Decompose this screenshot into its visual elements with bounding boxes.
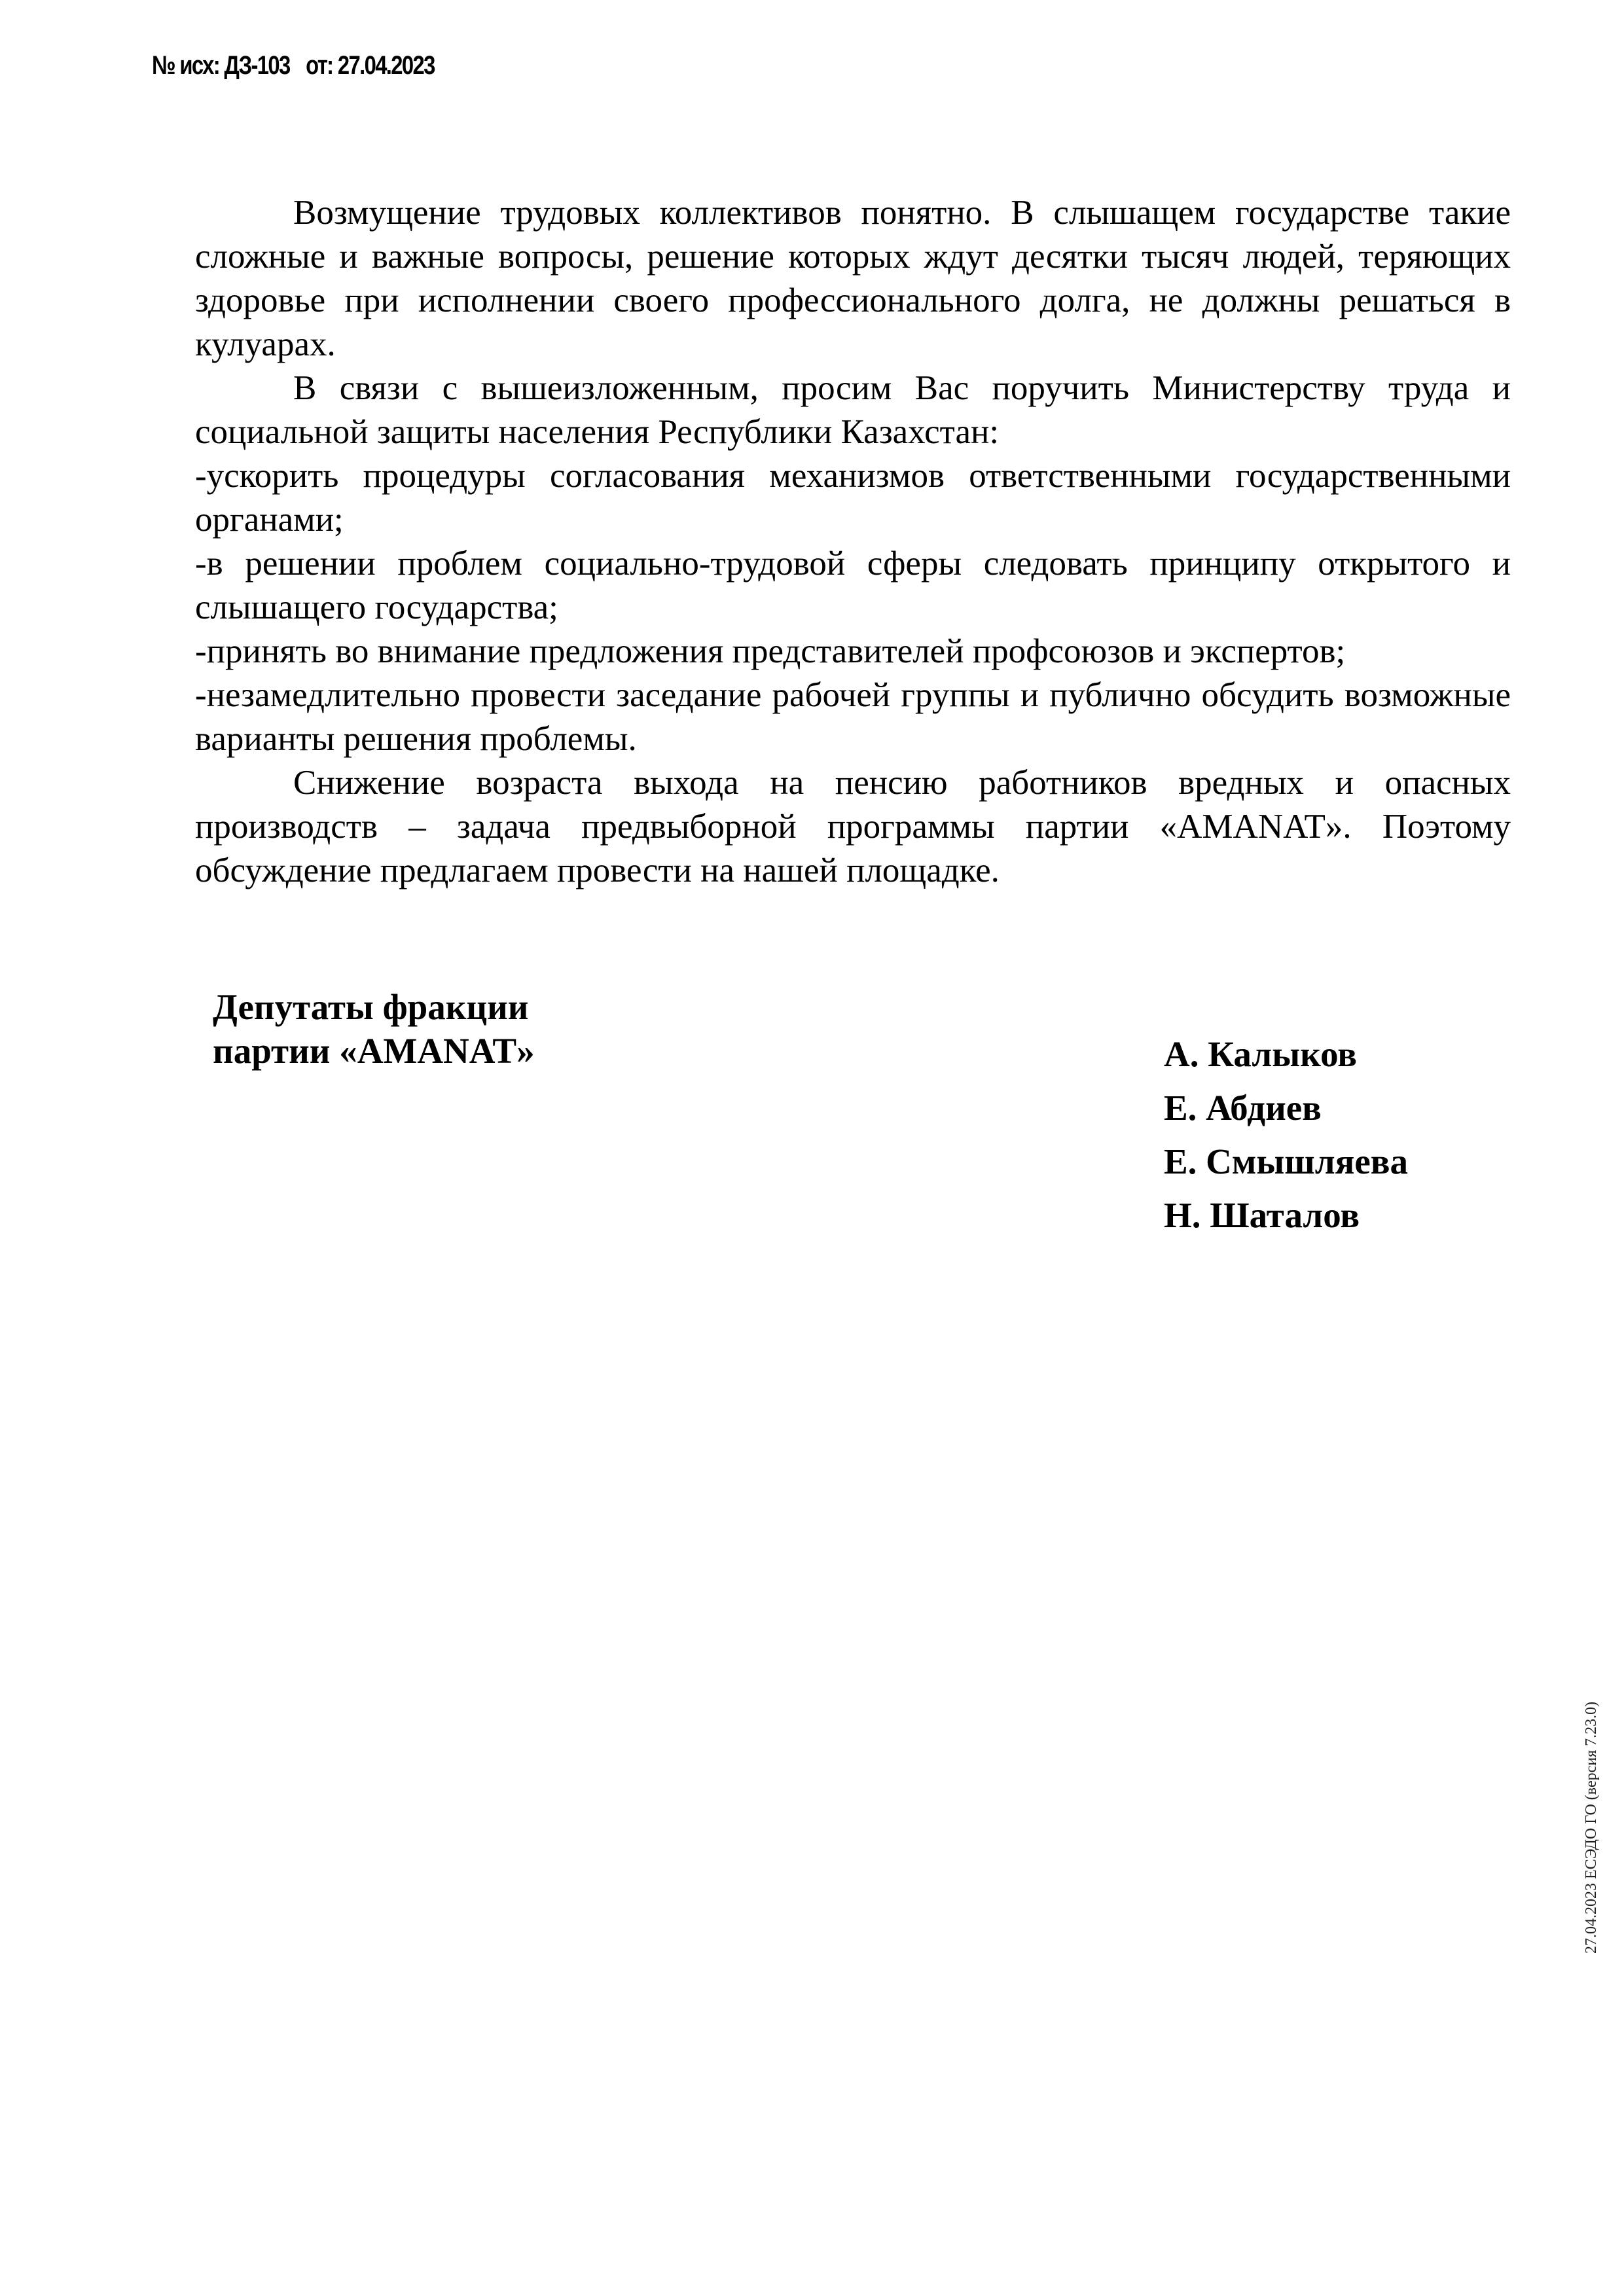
paragraph-2: В связи с вышеизложенным, просим Вас поручить Министерству труда и социальной защиты населения Республики Казахстан: bbox=[195, 369, 1511, 451]
paragraph-1: Возмущение трудовых коллективов понятно. В слышащем государстве такие сложные и важные вопросы, решение которых ждут десятки тысяч людей, теряющих здоровье при исполнении своего профессионального долга, не должны решаться в кулуарах. bbox=[195, 194, 1511, 363]
list-item: -ускорить процедуры согласования механизмов ответственными государственными органами; bbox=[195, 457, 1511, 539]
signatory-name: Е. Смышляева bbox=[1164, 1141, 1408, 1181]
signature-group bbox=[213, 985, 535, 1073]
list-item: -принять во внимание предложения представителей профсоюзов и экспертов; bbox=[195, 632, 1346, 670]
signature-group-line-2: партии «AMANAT» bbox=[213, 1031, 535, 1071]
signature-names bbox=[1164, 1028, 1408, 1242]
edms-side-stamp: 27.04.2023 ЕСЭДО ГО (версия 7.23.0) bbox=[1583, 1701, 1600, 1954]
doc-number: № исх: ДЗ-103 bbox=[152, 51, 290, 80]
signature-group-line-1: Депутаты фракции bbox=[213, 987, 529, 1027]
list-item: -незамедлительно провести заседание рабочей группы и публично обсудить возможные варианты решения проблемы. bbox=[195, 676, 1511, 758]
outgoing-number-header bbox=[152, 51, 435, 81]
doc-date: от: 27.04.2023 bbox=[306, 51, 435, 80]
signatory-name: Н. Шаталов bbox=[1164, 1195, 1360, 1235]
paragraph-3: Снижение возраста выхода на пенсию работников вредных и опасных производств – задача предвыборной программы партии «AMANAT». Поэтому обсуждение предлагаем провести на нашей площадке. bbox=[195, 764, 1511, 889]
list-item: -в решении проблем социально-трудовой сферы следовать принципу открытого и слышащего государства; bbox=[195, 545, 1511, 626]
signatory-name: А. Калыков bbox=[1164, 1034, 1357, 1074]
letter-body bbox=[195, 191, 1511, 893]
signatory-name: Е. Абдиев bbox=[1164, 1088, 1322, 1128]
